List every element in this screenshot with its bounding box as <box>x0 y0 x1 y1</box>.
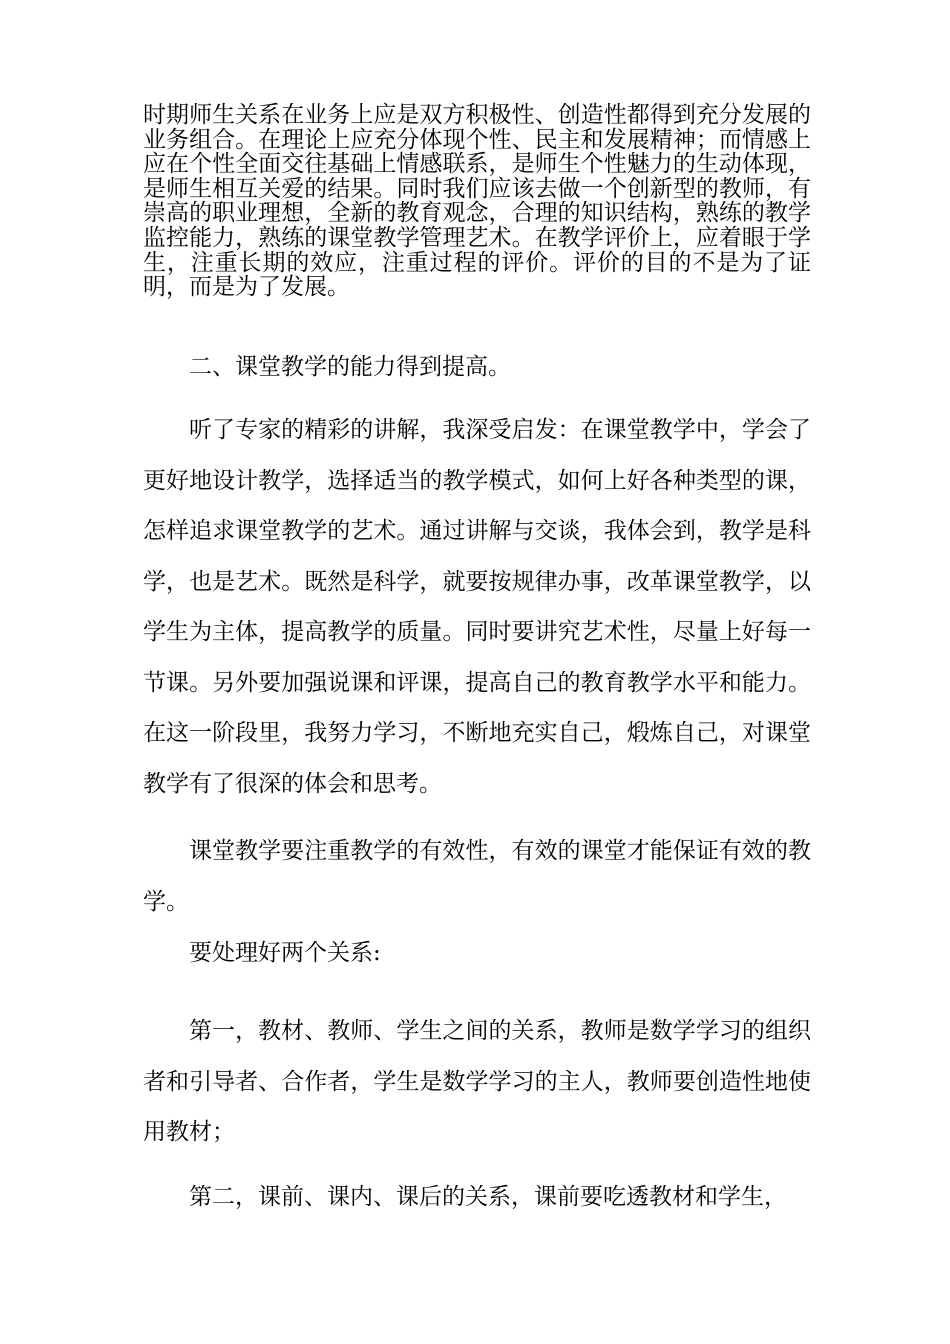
paragraph-first-relationship: 第一，教材、教师、学生之间的关系，教师是数学学习的组织者和引导者、合作者，学生是数学学习的主人，教师要创造性地使用教材； <box>143 1018 811 1145</box>
paragraph-teacher-student-relationship: 时期师生关系在业务上应是双方积极性、创造性都得到充分发展的业务组合。在理论上应充分体现个性、民主和发展精神；而情感上应在个性全面交往基础上情感联系，是师生个性魅力的生动体现，是师生相互关爱的结果。同时我们应该去做一个创新型的教师，有崇高的职业理想，全新的教育观念，合理的知识结构，熟练的教学监控能力，熟练的课堂教学管理艺术。在教学评价上，应着眼于学生，注重长期的效应，注重过程的评价。评价的目的不是为了证明，而是为了发展。 <box>143 102 811 301</box>
paragraph-two-relationships: 要处理好两个关系: <box>189 940 381 966</box>
paragraph-second-relationship: 第二，课前、课内、课后的关系，课前要吃透教材和学生， <box>189 1184 787 1210</box>
paragraph-classroom-teaching-ability: 听了专家的精彩的讲解，我深受启发：在课堂教学中，学会了更好地设计教学，选择适当的教学模式，如何上好各种类型的课，怎样追求课堂教学的艺术。通过讲解与交谈，我体会到，教学是科学，也是艺术。既然是科学，就要按规律办事，改革课堂教学，以学生为主体，提高教学的质量。同时要讲究艺术性，尽量上好每一节课。另外要加强说课和评课，提高自己的教育教学水平和能力。在这一阶段里，我努力学习，不断地充实自己，煅炼自己，对课堂教学有了很深的体会和思考。 <box>143 417 811 797</box>
section-heading-2: 二、课堂教学的能力得到提高。 <box>189 354 511 380</box>
paragraph-teaching-effectiveness: 课堂教学要注重教学的有效性，有效的课堂才能保证有效的教学。 <box>143 838 811 915</box>
